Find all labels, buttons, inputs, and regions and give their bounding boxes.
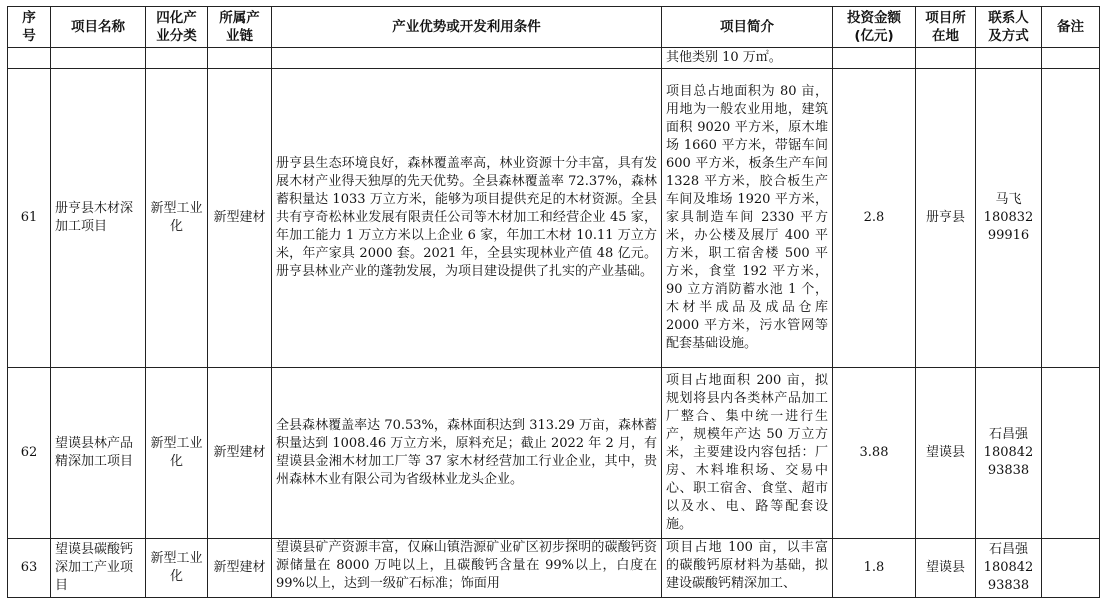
row-no: 61 [8,69,51,368]
row-category: 新型工业化 [146,368,208,539]
table-row [8,368,1100,539]
carryover-cell-remark [1042,48,1100,69]
row-name: 望谟县碳酸钙深加工产业项目 [51,539,146,598]
row-location: 望谟县 [916,539,976,598]
row-chain: 新型建材 [208,539,272,598]
row-remark [1042,539,1100,598]
row-advantages: 全县森林覆盖率达 70.53%，森林面积达到 313.29 万亩，森林蓄积量达到 1008.46 万立方米，原料充足；截止 2022 年 2 月，有望谟县金湘木材加工厂等 37 家木材经营加工行业企业，其中，贵州森林木业有限公司为省级林业龙头企业。 [272,368,662,539]
carryover-intro-text: 其他类别 10 万㎡。 [662,48,833,69]
header-category: 四化产 业分类 [146,7,208,48]
row-name: 望谟县林产品精深加工项目 [51,368,146,539]
header-intro: 项目简介 [662,7,833,48]
project-table [7,6,1100,598]
row-contact: 石昌强 180842 93838 [976,539,1042,598]
row-contact: 马飞 180832 99916 [976,69,1042,368]
row-location: 望谟县 [916,368,976,539]
row-contact: 石昌强 180842 93838 [976,368,1042,539]
row-intro: 项目占地面积 200 亩，拟规划将县内各类林产品加工厂整合、集中统一进行生产，规模年产达 50 万立方米，主要建设内容包括：厂房、木料堆积场、交易中心、职工宿舍、食堂、超市以及水、电、路等配套设施。 [662,368,833,539]
row-remark [1042,69,1100,368]
table-row [8,539,1100,598]
header-advantages: 产业优势或开发利用条件 [272,7,662,48]
carryover-cell-name [51,48,146,69]
row-chain: 新型建材 [208,368,272,539]
carryover-cell-chain [208,48,272,69]
row-category: 新型工业化 [146,539,208,598]
carryover-cell-no [8,48,51,69]
row-name: 册亨县木材深加工项目 [51,69,146,368]
carryover-cell-advantages [272,48,662,69]
row-advantages: 册亨县生态环境良好，森林覆盖率高，林业资源十分丰富，具有发展木材产业得天独厚的先天优势。全县森林覆盖率 72.37%，森林蓄积量达 1033 万立方米，能够为项目提供充足的木材资源。全县共有亨奇松林业发展有限责任公司等木材加工和经营企业 45 家，年加工能力 1 万立方米以上企业 6 家，年加工木材 10.11 万立方米，年产家具 2000 套。2021 年，全县实现林业产值 48 亿元。册亨县林业产业的蓬勃发展，为项目建设提供了扎实的产业基础。 [272,69,662,368]
header-no: 序 号 [8,7,51,48]
row-intro: 项目占地 100 亩，以丰富的碳酸钙原材料为基础，拟建设碳酸钙精深加工、 [666,540,828,591]
table-row [8,69,1100,368]
header-row [8,7,1100,48]
carryover-cell-category [146,48,208,69]
row-location: 册亨县 [916,69,976,368]
header-location: 项目所 在地 [916,7,976,48]
row-investment: 2.8 [833,69,916,368]
row-investment: 1.8 [833,539,916,598]
row-investment: 3.88 [833,368,916,539]
row-chain: 新型建材 [208,69,272,368]
row-intro-cell [662,539,833,598]
row-advantages: 望谟县矿产资源丰富，仅麻山镇浩源矿业矿区初步探明的碳酸钙资源储量在 8000 万吨以上，且碳酸钙含量在 99%以上，白度在 99%以上，达到一级矿石标准；饰面用 [276,540,657,591]
carryover-cell-location [916,48,976,69]
row-remark [1042,368,1100,539]
row-category: 新型工业化 [146,69,208,368]
header-name: 项目名称 [51,7,146,48]
row-advantages-cell [272,539,662,598]
header-investment: 投资金额 (亿元) [833,7,916,48]
header-contact: 联系人 及方式 [976,7,1042,48]
row-intro: 项目总占地面积为 80 亩，用地为一般农业用地，建筑面积 9020 平方米，原木堆场 1660 平方米，带锯车间 600 平方米，板条生产车间 1328 平方米，胶合板生产车间及堆场 1920 平方米，家具制造车间 2330 平方米，办公楼及展厅 400 平方米，职工宿舍楼 500 平方米，食堂 192 平方米，90 立方消防蓄水池 1 个，木材半成品及成品仓库 2000 平方米，污水管网等配套基础设施。 [662,69,833,368]
carryover-cell-investment [833,48,916,69]
header-chain: 所属产 业链 [208,7,272,48]
carryover-row [8,48,1100,69]
header-remark: 备注 [1042,7,1100,48]
row-no: 62 [8,368,51,539]
row-no: 63 [8,539,51,598]
carryover-cell-contact [976,48,1042,69]
